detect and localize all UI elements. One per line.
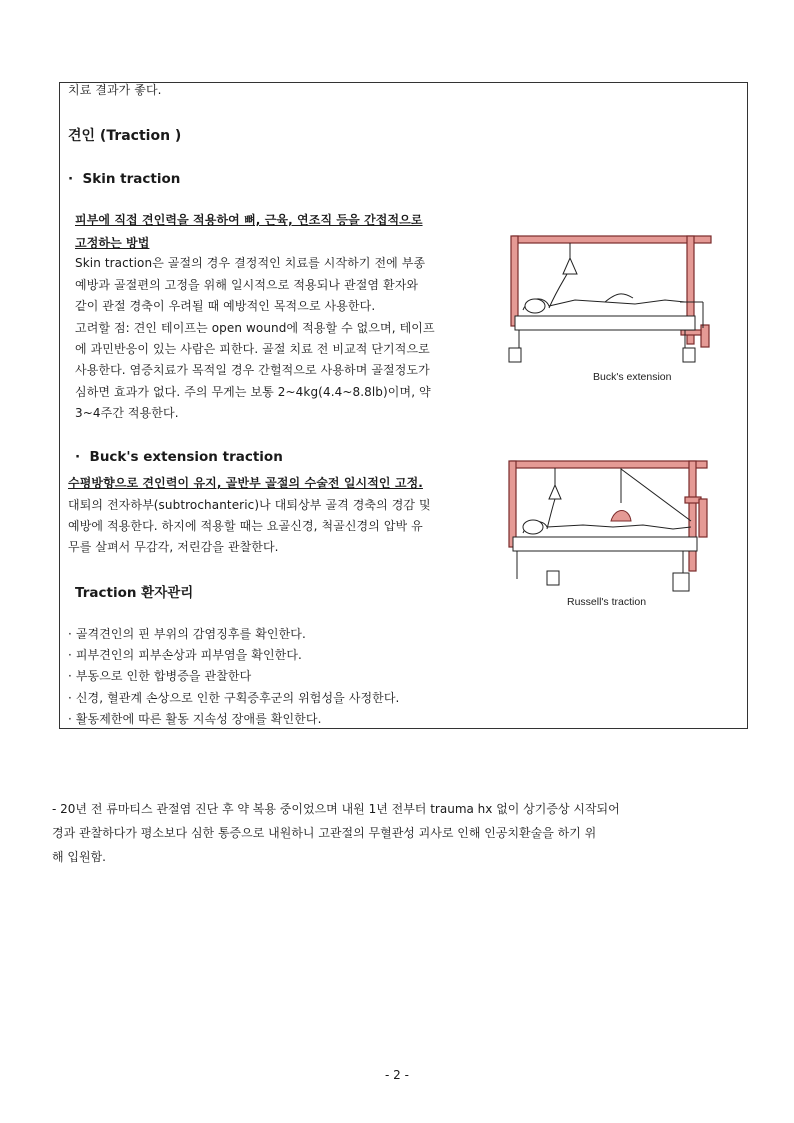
frame-left-post: [509, 461, 516, 547]
pulley-weight: [701, 325, 709, 347]
russells-traction-illustration: [503, 455, 719, 613]
bucks-text-line: 대퇴의 전자하부(subtrochanteric)나 대퇴상부 골격 경축의 경감 및: [68, 498, 431, 512]
skin-text-line: 고려할 점: 견인 테이프는 open wound에 적용할 수 없으며, 테이프: [75, 321, 435, 335]
weight: [509, 348, 521, 362]
frame-right-post: [689, 461, 696, 571]
weight: [547, 571, 559, 585]
care-item: [68, 688, 399, 709]
bucks-heading-text: Buck's extension traction: [89, 449, 283, 465]
care-item: [68, 666, 251, 687]
frame-top-bar: [513, 236, 711, 243]
care-item: [68, 709, 321, 730]
bullet-dot: ·: [68, 691, 76, 705]
skin-text-line: 같이 관절 경축이 우려될 때 예방적인 목적으로 사용한다.: [75, 299, 376, 313]
bucks-def-line: 수평방향으로 견인력이 유지, 골반부 골절의 수술전 일시적인 고정.: [68, 476, 423, 490]
skin-def-line-2: 고정하는 방법: [75, 236, 150, 250]
traction-title: 견인 (Traction ): [68, 128, 182, 144]
frame-top-bar: [511, 461, 707, 468]
skin-def-line-1: 피부에 직접 견인력을 적용하여 뼈, 근육, 연조직 등을 간접적으로: [75, 213, 423, 227]
bullet-dot: ·: [68, 648, 76, 662]
page-number: - 2 -: [385, 1068, 409, 1082]
care-item: [68, 624, 306, 645]
bullet-dot: ·: [68, 669, 76, 683]
pulley-bracket: [681, 330, 701, 335]
case-text-line: 경과 관찰하다가 평소보다 심한 통증으로 내원하니 고관절의 무혈관성 괴사로 인해 인공치환술을 하기 위: [52, 826, 597, 840]
care-item-text: 신경, 혈관계 손상으로 인한 구획증후군의 위험성을 사정한다.: [75, 691, 400, 705]
bucks-extension-illustration: [505, 230, 721, 390]
skin-traction-heading: [68, 171, 180, 187]
care-heading: Traction 환자관리: [75, 585, 194, 601]
bullet-dot: ·: [75, 449, 90, 465]
case-text-line: - 20년 전 류마티스 관절염 진단 후 약 복용 중이었으며 내원 1년 전부터 trauma hx 없이 상기증상 시작되어: [52, 802, 620, 816]
skin-text-line: 심하면 효과가 없다. 주의 무게는 보통 2~4kg(4.4~8.8lb)이며, 약: [75, 385, 431, 399]
skin-text-line: Skin traction은 골절의 경우 결정적인 치료를 시작하기 전에 부종: [75, 256, 426, 270]
care-item: [68, 645, 302, 666]
intro-line: 치료 결과가 좋다.: [68, 83, 162, 97]
skin-traction-heading-text: Skin traction: [82, 171, 181, 187]
care-item-text: 골격견인의 핀 부위의 감염징후를 확인한다.: [75, 627, 306, 641]
skin-text-line: 예방과 골절편의 고정을 위해 일시적으로 적용되나 관절염 환자와: [75, 278, 419, 292]
care-item-text: 피부견인의 피부손상과 피부염을 확인한다.: [75, 648, 302, 662]
case-text-line: 해 입원함.: [52, 850, 106, 864]
russells-caption: Russell's traction: [567, 596, 647, 608]
bucks-text-line: 예방에 적용한다. 하지에 적용할 때는 요골신경, 척골신경의 압박 유: [68, 519, 423, 533]
care-item-text: 활동제한에 따른 활동 지속성 장애를 확인한다.: [75, 712, 322, 726]
weight: [673, 573, 689, 591]
bullet-dot: ·: [68, 171, 83, 187]
frame-left-post: [511, 236, 518, 326]
care-item-text: 부동으로 인한 합병증을 관찰한다: [75, 669, 252, 683]
weight: [683, 348, 695, 362]
pulley-weight: [699, 499, 707, 537]
bullet-dot: ·: [68, 627, 76, 641]
bullet-dot: ·: [68, 712, 76, 726]
skin-text-line: 에 과민반응이 있는 사람은 피한다. 골절 치료 전 비교적 단기적으로: [75, 342, 430, 356]
skin-text-line: 3~4주간 적용한다.: [75, 406, 179, 420]
sling: [611, 511, 631, 522]
skin-text-line: 사용한다. 염증치료가 목적일 경우 간헐적으로 사용하며 골절정도가: [75, 363, 430, 377]
bucks-text-line: 무를 살펴서 무감각, 저린감을 관찰한다.: [68, 540, 279, 554]
bucks-caption: Buck's extension: [593, 371, 672, 383]
bucks-heading: [75, 449, 283, 465]
